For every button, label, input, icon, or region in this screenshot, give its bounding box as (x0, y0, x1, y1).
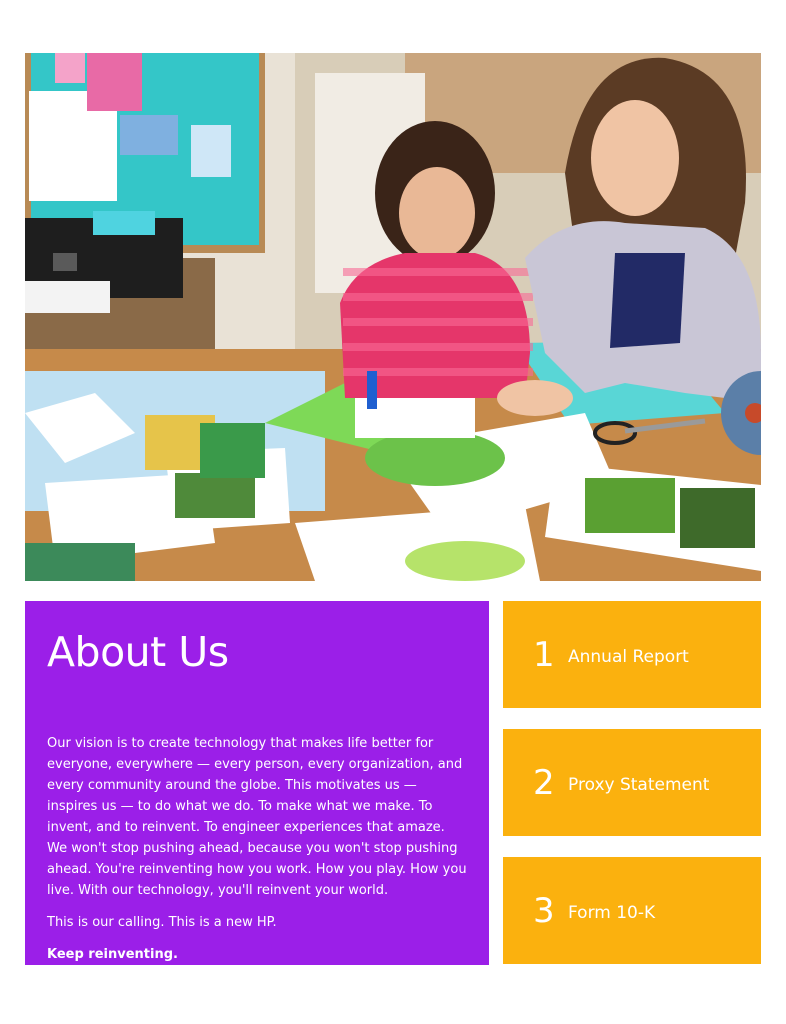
calling-paragraph: This is our calling. This is a new HP. (47, 915, 277, 930)
hero-photo (25, 53, 761, 581)
tile-label: Annual Report (568, 647, 689, 667)
about-us-title: About Us (47, 628, 229, 676)
tile-label: Form 10-K (568, 903, 656, 923)
annual-report-link[interactable] (503, 601, 761, 708)
tile-number: 1 (533, 634, 555, 675)
tile-number: 3 (533, 890, 555, 931)
form-10k-link[interactable] (503, 857, 761, 964)
vision-paragraph: Our vision is to create technology that makes life better for everyone, everywhere — every person, every organization, and every community around the globe. This motivates us — inspires us — to do what we do. To make what we make. To invent, and to reinvent. To engineer experiences that amaze. We won't stop pushing ahead, because you won't stop pushing ahead. You're reinventing how you work. How you play. How you live. With our technology, you'll reinvent your world. (47, 736, 467, 898)
proxy-statement-link[interactable] (503, 729, 761, 836)
tile-label: Proxy Statement (568, 775, 710, 795)
tile-number: 2 (533, 762, 555, 803)
tagline: Keep reinventing. (47, 947, 178, 962)
about-us-panel (25, 601, 489, 965)
